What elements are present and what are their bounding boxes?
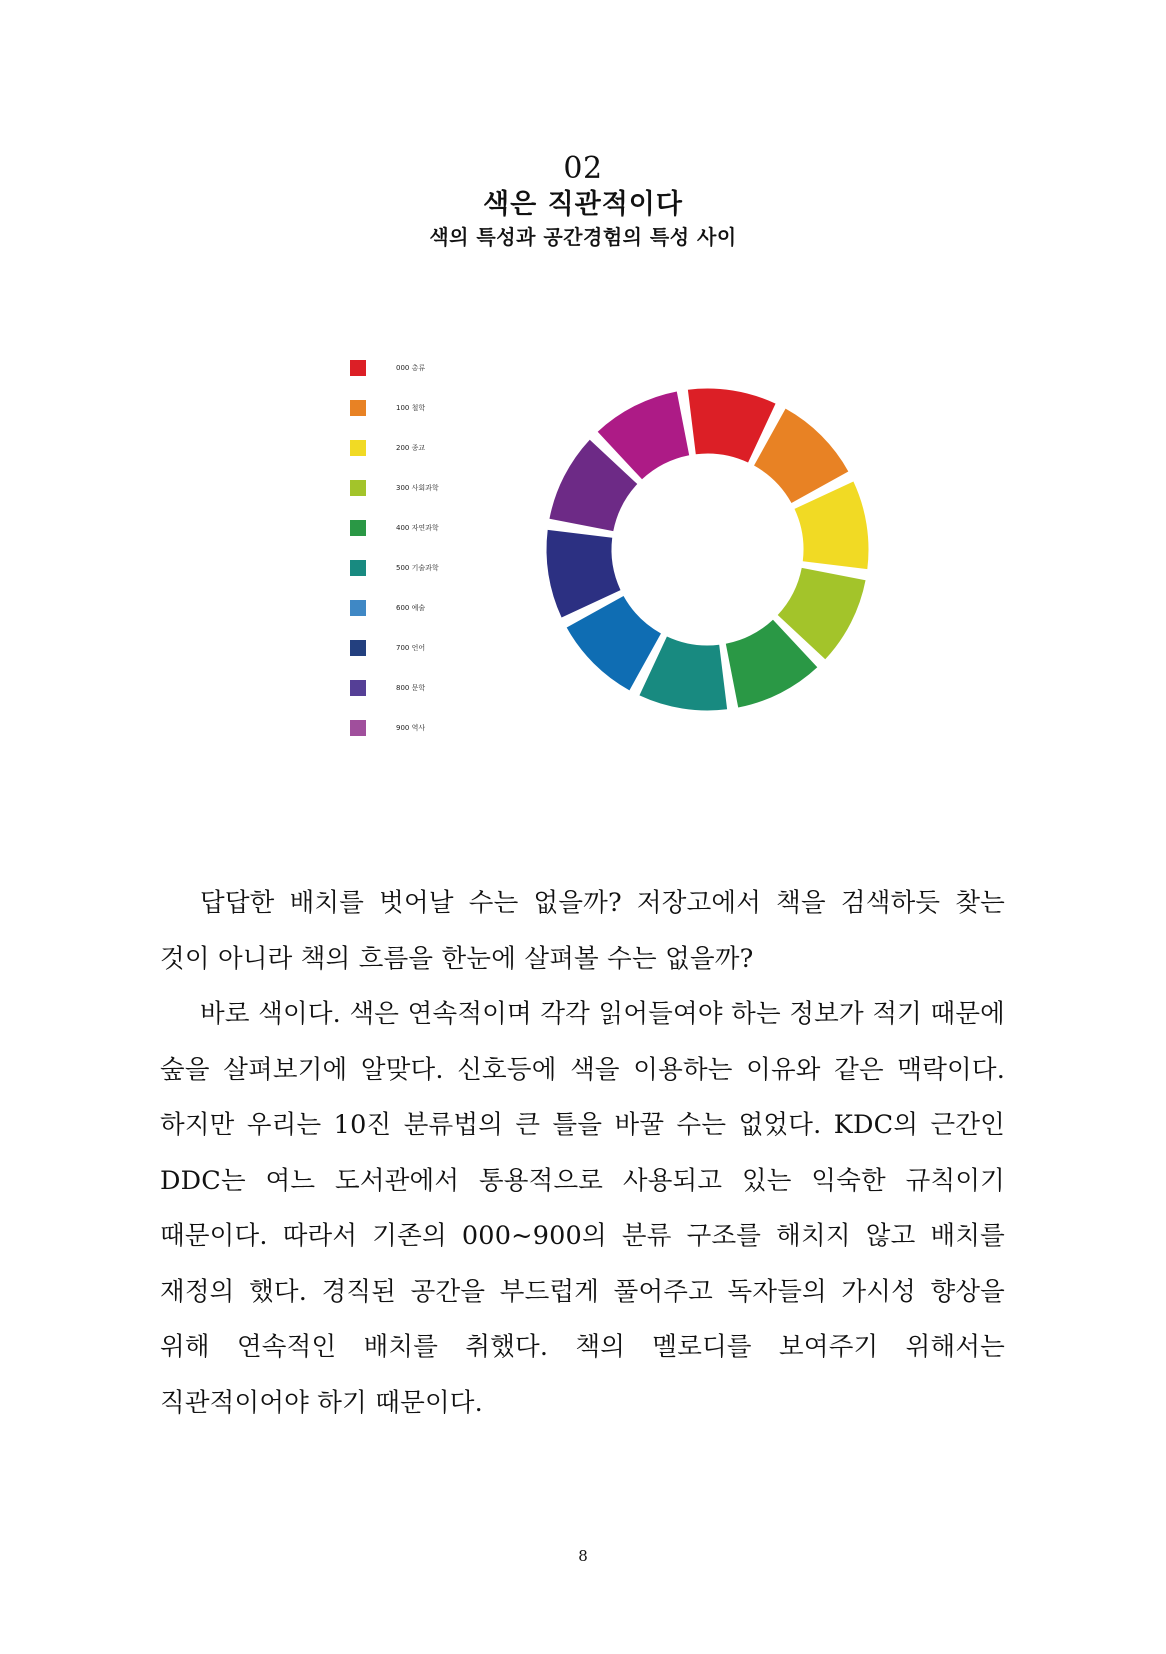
body-text bbox=[160, 876, 1005, 1431]
legend-label: 200 종교 bbox=[396, 444, 426, 452]
legend-item bbox=[350, 600, 425, 616]
body-paragraph: 답답한 배치를 벗어날 수는 없을까? 저장고에서 책을 검색하듯 찾는 것이 아니라 책의 흐름을 한눈에 살펴볼 수는 없을까? bbox=[160, 888, 1005, 974]
legend-item bbox=[350, 440, 425, 456]
legend-swatch bbox=[350, 360, 366, 376]
chapter-title: 색은 직관적이다 bbox=[483, 189, 683, 220]
body-paragraph: 바로 색이다. 색은 연속적이며 각각 읽어들여야 하는 정보가 적기 때문에 숲을 살펴보기에 알맞다. 신호등에 색을 이용하는 이유와 같은 맥락이다. 하지만 우리는 10진 분류법의 큰 틀을 바꿀 수는 없었다. KDC의 근간인 DDC는 여느 도서관에서 통용적으로 사용되고 있는 익숙한 규칙이기 때문이다. 따라서 기존의 000~900의 분류 구조를 해치지 않고 배치를 재정의 했다. 경직된 공간을 부드럽게 풀어주고 독자들의 가시성 향상을 위해 연속적인 배치를 취했다. 책의 멜로디를 보여주기 위해서는 직관적이어야 하기 때문이다. bbox=[160, 999, 1005, 1418]
legend-swatch bbox=[350, 400, 366, 416]
page-number: 8 bbox=[578, 1547, 588, 1565]
legend-swatch bbox=[350, 680, 366, 696]
ring-segment-600 bbox=[567, 596, 661, 690]
legend-label: 700 언어 bbox=[396, 644, 426, 652]
legend-label: 100 철학 bbox=[396, 404, 426, 412]
legend-item bbox=[350, 640, 425, 656]
legend-item bbox=[350, 360, 425, 376]
legend-item bbox=[350, 680, 425, 696]
legend-item bbox=[350, 400, 425, 416]
legend-item bbox=[350, 560, 439, 576]
legend-label: 000 총류 bbox=[396, 364, 426, 372]
chapter-subtitle: 색의 특성과 공간경험의 특성 사이 bbox=[429, 225, 737, 249]
page-header bbox=[0, 150, 1166, 250]
legend-label: 300 사회과학 bbox=[396, 484, 439, 492]
color-ring-chart bbox=[535, 377, 880, 722]
legend-swatch bbox=[350, 600, 366, 616]
legend-swatch bbox=[350, 560, 366, 576]
legend-swatch bbox=[350, 640, 366, 656]
legend-label: 800 문학 bbox=[396, 684, 426, 692]
legend-swatch bbox=[350, 520, 366, 536]
legend-item bbox=[350, 720, 425, 736]
legend-item bbox=[350, 520, 439, 536]
legend-swatch bbox=[350, 480, 366, 496]
legend-label: 600 예술 bbox=[396, 604, 426, 612]
legend-label: 500 기술과학 bbox=[396, 564, 439, 572]
legend-swatch bbox=[350, 440, 366, 456]
ring-segment-100 bbox=[754, 409, 848, 503]
legend-label: 400 자연과학 bbox=[396, 524, 439, 532]
legend-label: 900 역사 bbox=[396, 724, 426, 732]
chapter-number: 02 bbox=[563, 151, 603, 186]
legend-item bbox=[350, 480, 439, 496]
legend-swatch bbox=[350, 720, 366, 736]
